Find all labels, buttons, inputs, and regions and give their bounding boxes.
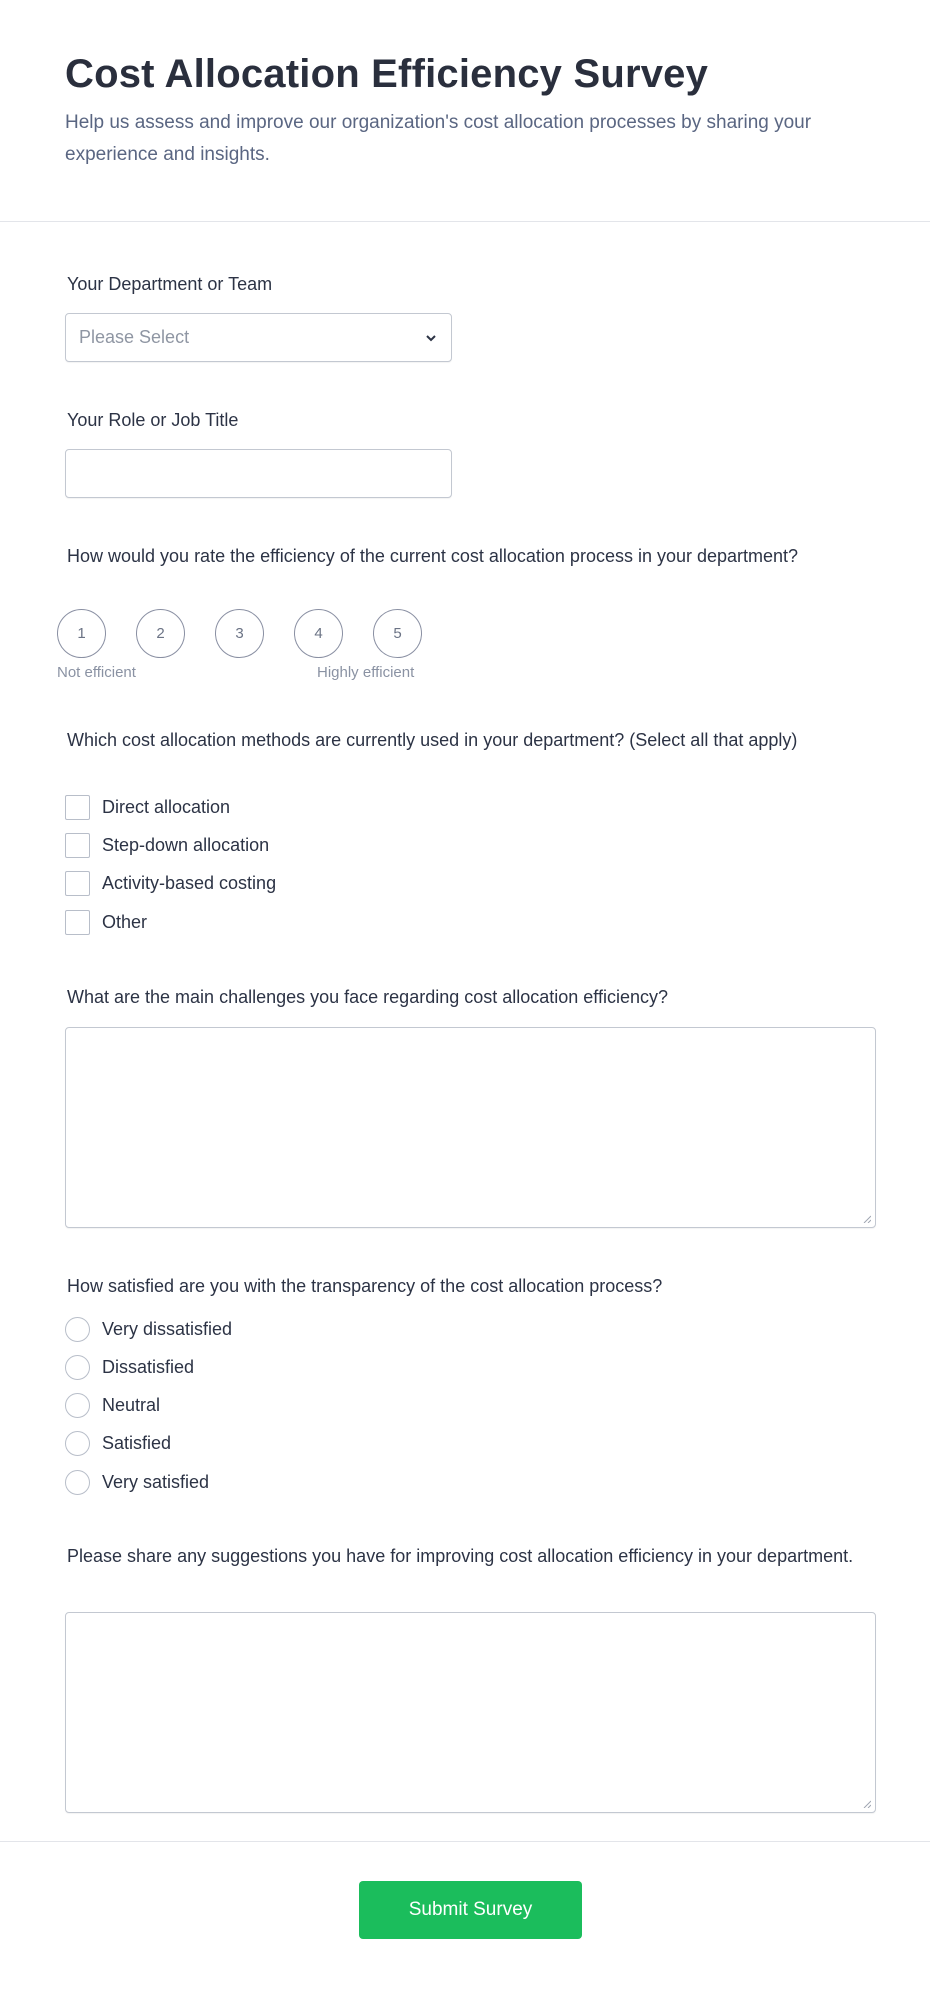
- role-label: Your Role or Job Title: [67, 410, 239, 430]
- department-select[interactable]: [65, 313, 452, 362]
- suggestions-textarea[interactable]: [65, 1612, 876, 1813]
- method-option-other[interactable]: [65, 910, 147, 935]
- rating-question: How would you rate the efficiency of the current cost allocation process in your department?: [67, 546, 799, 566]
- challenges-textarea[interactable]: [65, 1027, 876, 1228]
- checkbox[interactable]: [65, 795, 90, 820]
- submit-button[interactable]: Submit Survey: [359, 1881, 582, 1939]
- rating-max-label: Highly efficient: [317, 664, 415, 681]
- transparency-option-dissatisfied[interactable]: [65, 1355, 194, 1380]
- rating-option-4[interactable]: 4: [294, 609, 343, 658]
- option-label: Direct allocation: [102, 797, 231, 817]
- methods-question: Which cost allocation methods are currently used in your department? (Select all that apply): [67, 730, 798, 750]
- transparency-question: How satisfied are you with the transparency of the cost allocation process?: [67, 1276, 663, 1296]
- page-title: Cost Allocation Efficiency Survey: [65, 52, 709, 96]
- resize-handle-icon[interactable]: [863, 1215, 871, 1223]
- suggestions-question: Please share any suggestions you have for improving cost allocation efficiency in your department.: [67, 1546, 854, 1566]
- option-label: Dissatisfied: [102, 1357, 195, 1377]
- rating-option-1[interactable]: 1: [57, 609, 106, 658]
- radio[interactable]: [65, 1431, 90, 1456]
- checkbox[interactable]: [65, 871, 90, 896]
- radio[interactable]: [65, 1317, 90, 1342]
- radio[interactable]: [65, 1470, 90, 1495]
- transparency-option-satisfied[interactable]: [65, 1431, 171, 1456]
- footer-divider: [0, 1841, 930, 1842]
- option-label: Very satisfied: [102, 1472, 210, 1492]
- checkbox[interactable]: [65, 910, 90, 935]
- header-divider: [0, 221, 930, 222]
- radio[interactable]: [65, 1393, 90, 1418]
- transparency-option-very-satisfied[interactable]: [65, 1470, 209, 1495]
- page-subtitle: Help us assess and improve our organization's cost allocation processes by sharing your experience and insights.: [65, 112, 812, 165]
- transparency-option-neutral[interactable]: [65, 1393, 160, 1418]
- rating-min-label: Not efficient: [57, 664, 136, 681]
- method-option-activity-based[interactable]: [65, 871, 276, 896]
- method-option-step-down[interactable]: [65, 833, 269, 858]
- challenges-question: What are the main challenges you face regarding cost allocation efficiency?: [67, 987, 669, 1007]
- option-label: Neutral: [102, 1395, 161, 1415]
- option-label: Activity-based costing: [102, 873, 277, 893]
- rating-option-5[interactable]: 5: [373, 609, 422, 658]
- method-option-direct[interactable]: [65, 795, 230, 820]
- department-label: Your Department or Team: [67, 274, 273, 294]
- rating-option-3[interactable]: 3: [215, 609, 264, 658]
- role-input[interactable]: [65, 449, 452, 498]
- rating-option-2[interactable]: 2: [136, 609, 185, 658]
- department-placeholder: Please Select: [79, 327, 190, 347]
- option-label: Step-down allocation: [102, 835, 270, 855]
- checkbox[interactable]: [65, 833, 90, 858]
- resize-handle-icon[interactable]: [863, 1800, 871, 1808]
- option-label: Other: [102, 912, 148, 932]
- transparency-option-very-dissatisfied[interactable]: [65, 1317, 232, 1342]
- option-label: Satisfied: [102, 1433, 172, 1453]
- option-label: Very dissatisfied: [102, 1319, 233, 1339]
- chevron-down-icon: [424, 331, 438, 345]
- radio[interactable]: [65, 1355, 90, 1380]
